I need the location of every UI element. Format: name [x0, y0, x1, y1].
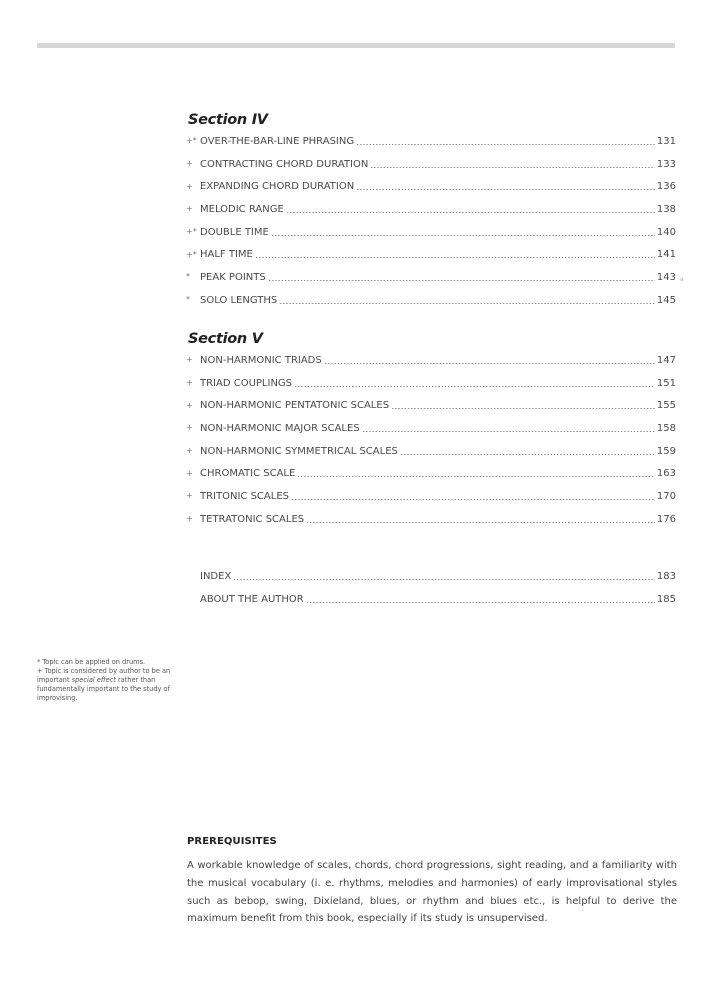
toc-label: EXPANDING CHORD DURATION — [200, 181, 355, 193]
toc-entry — [186, 221, 676, 244]
toc-entry — [186, 565, 676, 588]
toc-entry — [186, 508, 676, 531]
toc-leader-dots — [391, 408, 655, 409]
footnote — [37, 658, 177, 703]
toc-page-number: 145 — [656, 294, 676, 306]
toc-page-number: 131 — [656, 135, 676, 147]
toc-entry — [186, 417, 676, 440]
toc-mark: + — [186, 378, 193, 388]
toc-page-number: 133 — [656, 158, 676, 170]
toc-page-number: 151 — [656, 377, 676, 389]
toc-page-number: 185 — [656, 593, 676, 605]
stray-mark: a — [680, 276, 684, 283]
toc-leader-dots — [297, 476, 655, 477]
toc-leader-dots — [324, 363, 655, 364]
toc-mark: + — [186, 355, 193, 365]
toc-page-number: 158 — [656, 422, 676, 434]
toc-leader-dots — [356, 189, 655, 190]
toc-entry — [186, 372, 676, 395]
toc-label: DOUBLE TIME — [200, 226, 269, 238]
toc-entry — [186, 349, 676, 372]
footnote-drums: * Topic can be applied on drums. — [37, 658, 146, 666]
toc-mark: + — [186, 491, 193, 501]
toc-label: NON-HARMONIC SYMMETRICAL SCALES — [200, 445, 398, 457]
section-v-title: Section V — [188, 331, 263, 347]
toc-entry — [186, 440, 676, 463]
toc-entry — [186, 266, 676, 289]
toc-entry — [186, 289, 676, 312]
toc-leader-dots — [279, 303, 655, 304]
toc-leader-dots — [255, 257, 655, 258]
toc-label: NON-HARMONIC TRIADS — [200, 354, 322, 366]
toc-leader-dots — [291, 499, 655, 500]
toc-leader-dots — [362, 431, 655, 432]
toc-page-number: 176 — [656, 513, 676, 525]
toc-mark: +* — [186, 227, 197, 237]
toc-leader-dots — [370, 167, 655, 168]
section-v-list — [186, 349, 676, 531]
footnote-special-em: special effect — [71, 676, 116, 684]
toc-page-number: 155 — [656, 400, 676, 412]
toc-entry — [186, 485, 676, 508]
toc-label: TETRATONIC SCALES — [200, 513, 305, 525]
section-iv-list — [186, 130, 676, 312]
toc-label: INDEX — [200, 570, 232, 582]
toc-entry — [186, 588, 676, 611]
toc-leader-dots — [400, 454, 655, 455]
toc-leader-dots — [286, 212, 655, 213]
backmatter-list — [186, 565, 676, 610]
toc-label: CONTRACTING CHORD DURATION — [200, 158, 369, 170]
toc-mark: * — [186, 272, 190, 282]
toc-mark: + — [186, 468, 193, 478]
toc-label: NON-HARMONIC PENTATONIC SCALES — [200, 400, 390, 412]
toc-entry — [186, 153, 676, 176]
toc-label: SOLO LENGTHS — [200, 294, 278, 306]
toc-page-number: 147 — [656, 354, 676, 366]
toc-label: NON-HARMONIC MAJOR SCALES — [200, 422, 360, 434]
prerequisites-title: PREREQUISITES — [187, 836, 277, 847]
toc-mark: + — [186, 181, 193, 191]
toc-entry — [186, 462, 676, 485]
toc-entry — [186, 198, 676, 221]
toc-mark: + — [186, 400, 193, 410]
toc-leader-dots — [271, 235, 655, 236]
toc-page-number: 163 — [656, 468, 676, 480]
toc-mark: + — [186, 204, 193, 214]
toc-page-number: 141 — [656, 249, 676, 261]
toc-mark: + — [186, 514, 193, 524]
toc-label: TRIAD COUPLINGS — [200, 377, 293, 389]
toc-label: ABOUT THE AUTHOR — [200, 593, 304, 605]
footnote-special-post: rather than fundamentally important to the study of improvising. — [37, 676, 170, 702]
toc-leader-dots — [356, 144, 655, 145]
toc-mark: +* — [186, 136, 197, 146]
prerequisites-body: A workable knowledge of scales, chords, chord progressions, sight reading, and a familiarity with the musical vocabulary (i. e. rhythms, melodies and harmonies) of early improvisational styles such as bebop, swing, Dixieland, blues, or rhythm and blues etc., is helpful to derive the maximum benefit from this book, especially if its study is unsupervised. — [187, 860, 677, 925]
toc-page-number: 136 — [656, 181, 676, 193]
toc-label: CHROMATIC SCALE — [200, 468, 296, 480]
toc-page-number: 183 — [656, 570, 676, 582]
toc-mark: + — [186, 423, 193, 433]
toc-entry — [186, 243, 676, 266]
toc-label: PEAK POINTS — [200, 271, 266, 283]
toc-leader-dots — [306, 602, 655, 603]
toc-page-number: 140 — [656, 226, 676, 238]
toc-leader-dots — [306, 522, 655, 523]
toc-leader-dots — [294, 386, 655, 387]
toc-entry — [186, 394, 676, 417]
toc-mark: +* — [186, 249, 197, 259]
toc-leader-dots — [268, 280, 655, 281]
toc-label: MELODIC RANGE — [200, 203, 284, 215]
toc-page-number: 159 — [656, 445, 676, 457]
toc-label: TRITONIC SCALES — [200, 490, 289, 502]
toc-mark: + — [186, 159, 193, 169]
toc-leader-dots — [233, 579, 655, 580]
toc-entry — [186, 175, 676, 198]
top-rule — [37, 43, 675, 48]
toc-page-number: 143 — [656, 271, 676, 283]
toc-page-number: 138 — [656, 203, 676, 215]
toc-label: OVER-THE-BAR-LINE PHRASING — [200, 135, 355, 147]
toc-mark: + — [186, 446, 193, 456]
toc-page-number: 170 — [656, 490, 676, 502]
footnote-special-pre: + Topic is considered by author to be an important — [37, 667, 171, 684]
toc-entry — [186, 130, 676, 153]
toc-label: HALF TIME — [200, 249, 253, 261]
section-iv-title: Section IV — [188, 112, 268, 128]
toc-mark: * — [186, 295, 190, 305]
